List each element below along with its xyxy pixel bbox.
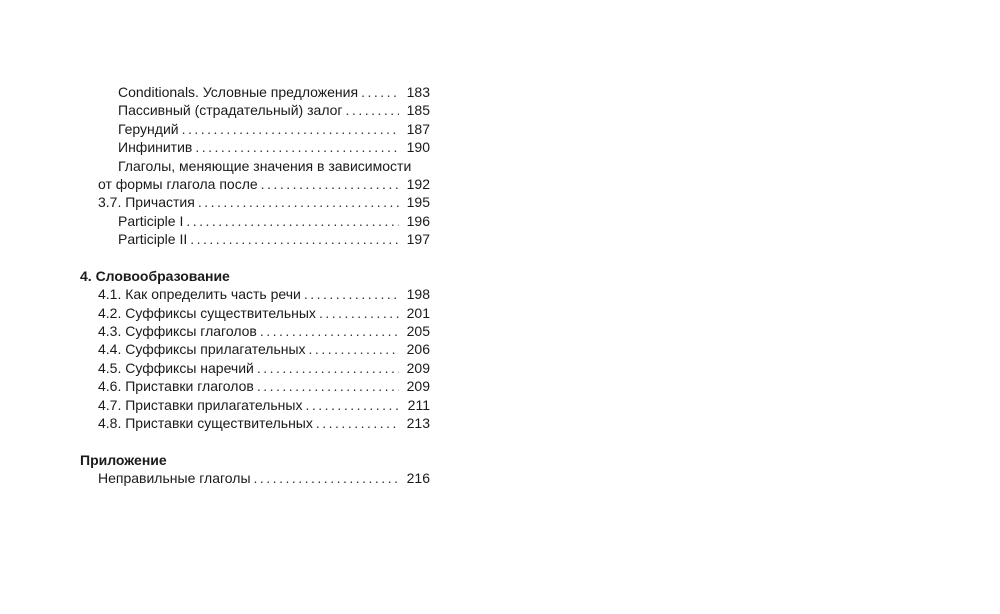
toc-entry-page: 209 <box>406 378 430 395</box>
toc-entry-title: 4.1. Как определить часть речи <box>98 286 301 303</box>
toc-entry-page: 209 <box>406 359 430 376</box>
toc-entry-title: Герундий <box>118 120 179 137</box>
toc-entry-page: 205 <box>406 323 430 340</box>
dot-leader <box>190 230 399 248</box>
dot-leader <box>186 212 399 230</box>
toc-entry <box>80 304 430 322</box>
dot-leader <box>195 138 399 156</box>
toc-entry-page: 198 <box>406 286 430 303</box>
dot-leader <box>309 340 399 358</box>
toc-entry <box>80 396 430 414</box>
toc-entry <box>80 322 430 340</box>
toc-entry-page: 197 <box>406 231 430 248</box>
dot-leader <box>261 175 399 193</box>
toc-entry-title: Инфинитив <box>118 139 193 156</box>
section-heading: 4. Словообразование <box>80 267 230 284</box>
toc-entry <box>80 83 430 101</box>
toc-entry-title: 4.3. Суффиксы глаголов <box>98 323 257 340</box>
toc-entry <box>80 138 430 156</box>
toc-entry-title: Пассивный (страдательный) залог <box>118 102 343 119</box>
appendix-heading: Приложение <box>80 451 167 468</box>
toc-entry-title: Conditionals. Условные предложения <box>118 84 359 100</box>
toc-entry-title: 4.5. Суффиксы наречий <box>98 359 254 376</box>
toc-entry <box>80 230 430 248</box>
dot-leader <box>254 469 399 487</box>
dot-leader <box>198 193 399 211</box>
toc-entry-page: 201 <box>406 304 430 321</box>
toc-entry <box>80 101 430 119</box>
toc-entry <box>80 212 430 230</box>
dot-leader <box>361 83 399 101</box>
toc-entry-page: 183 <box>406 84 430 100</box>
dot-leader <box>260 322 399 340</box>
toc-entry-title-line2: от формы глагола после <box>98 175 258 192</box>
toc-entry-page: 195 <box>406 194 430 211</box>
dot-leader <box>346 101 399 119</box>
toc-entry-page: 187 <box>406 120 430 137</box>
toc-entry-title: Неправильные глаголы <box>98 470 251 487</box>
toc-entry <box>80 120 430 138</box>
toc-entry-page: 185 <box>406 102 430 119</box>
toc-entry-page: 216 <box>406 470 430 487</box>
toc-entry-page: 192 <box>406 175 430 192</box>
toc-entry-title: 3.7. Причастия <box>98 194 195 211</box>
toc-entry-page: 213 <box>406 415 430 432</box>
toc-entry <box>80 175 430 193</box>
toc-entry-title: 4.2. Суффиксы существительных <box>98 304 316 321</box>
toc-entry <box>80 359 430 377</box>
toc-entry <box>80 469 430 487</box>
toc-entry-title-line1: Глаголы, меняющие значения в зависимости <box>118 157 412 174</box>
dot-leader <box>319 304 399 322</box>
toc-entry-page: 206 <box>406 341 430 358</box>
toc-entry-title: 4.4. Суффиксы прилагательных <box>98 341 306 358</box>
table-of-contents <box>80 83 430 488</box>
toc-entry-title: 4.6. Приставки глаголов <box>98 378 254 395</box>
toc-entry-title: 4.8. Приставки существительных <box>98 415 313 432</box>
toc-entry <box>80 193 430 211</box>
toc-entry-page: 211 <box>407 396 430 413</box>
dot-leader <box>305 396 399 414</box>
dot-leader <box>316 414 399 432</box>
toc-entry-title: Participle II <box>118 231 188 248</box>
toc-entry <box>80 285 430 303</box>
toc-entry <box>80 340 430 358</box>
dot-leader <box>304 285 399 303</box>
toc-entry <box>80 414 430 432</box>
toc-entry-title: Participle I <box>118 212 184 229</box>
toc-entry-title: 4.7. Приставки прилагательных <box>98 396 303 413</box>
toc-entry <box>80 377 430 395</box>
spacer <box>80 432 430 450</box>
toc-entry-page: 190 <box>406 139 430 156</box>
dot-leader <box>182 120 399 138</box>
dot-leader <box>257 359 399 377</box>
spacer <box>80 249 430 267</box>
toc-entry-page: 196 <box>406 212 430 229</box>
dot-leader <box>257 377 399 395</box>
